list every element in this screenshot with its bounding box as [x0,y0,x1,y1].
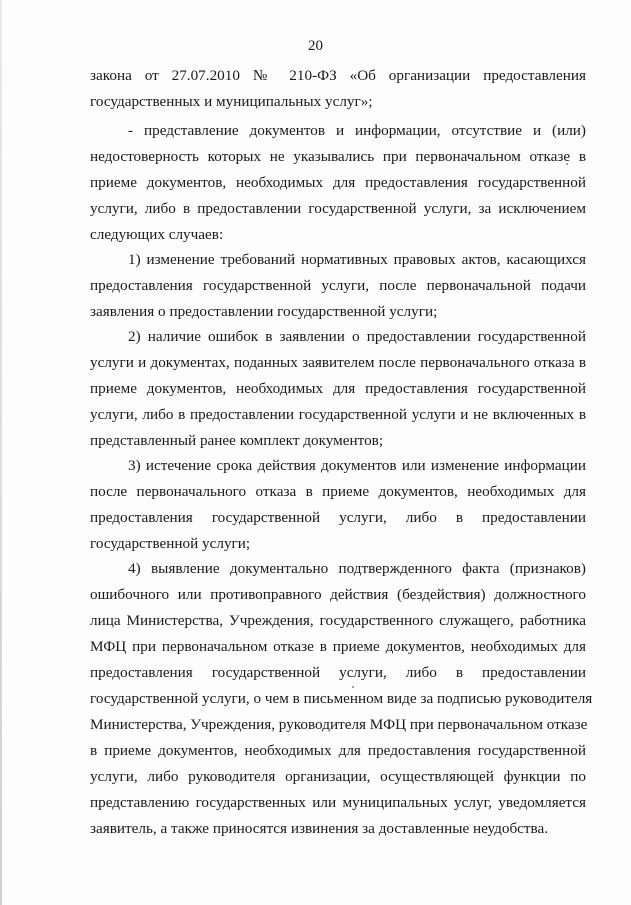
text-line: - представление документов и информации, отсутствие и (или) [128,122,586,139]
text-line: ошибочного или противоправного действия (бездействия) должностного [90,586,586,603]
scan-speck [352,686,354,688]
text-line: 1) изменение требований нормативных правовых актов, касающихся [128,251,586,268]
text-line: в приеме документов, необходимых для предоставления государственной [90,742,586,759]
page-number: 20 [308,38,323,54]
scan-edge [0,0,2,905]
text-line: 2) наличие ошибок в заявлении о предоставлении государственной [128,328,586,345]
text-line: услуги, либо руководителя организации, осуществляющей функции по [90,768,586,785]
text-line: заявления о предоставлении государственной услуги; [90,303,438,320]
text-line: недостоверность которых не указывались при первоначальном отказе в [90,148,586,165]
text-line: закона от 27.07.2010 № 210-ФЗ «Об организации предоставления [90,67,586,84]
text-line: приеме документов, необходимых для предоставления государственной [90,380,586,397]
text-line: заявитель, а также приносятся извинения за доставленные неудобства. [90,820,549,837]
text-line: предоставления государственной услуги, либо в предоставлении [90,509,586,526]
text-line: предоставления государственной услуги, после первоначальной подачи [90,277,586,294]
text-line: услуги, либо в предоставлении государственной услуги, за исключением [90,200,586,217]
text-line: 3) истечение срока действия документов или изменение информации [128,457,586,474]
text-line: МФЦ при первоначальном отказе в приеме документов, необходимых для [90,638,586,655]
text-line: представленный ранее комплект документов; [90,432,384,449]
text-line: следующих случаев: [90,226,224,243]
text-line: Министерства, Учреждения, руководителя МФЦ при первоначальном отказе [90,716,588,733]
text-line: государственной услуги, о чем в письменном виде за подписью руководителя [90,690,593,707]
text-line: государственной услуги; [90,535,251,552]
text-line: после первоначального отказа в приеме документов, необходимых для [90,483,586,500]
text-line: представлению государственных или муниципальных услуг, уведомляется [90,794,586,811]
text-line: 4) выявление документально подтвержденного факта (признаков) [128,560,586,577]
text-line: лица Министерства, Учреждения, государственного служащего, работника [90,612,586,629]
text-line: услуги и документах, поданных заявителем после первоначального отказа в [90,354,586,371]
text-line: государственных и муниципальных услуг»; [90,93,373,110]
text-line: приеме документов, необходимых для предоставления государственной [90,174,586,191]
text-line: предоставления государственной услуги, либо в предоставлении [90,664,586,681]
text-line: услуги, либо в предоставлении государственной услуги и не включенных в [90,406,586,423]
